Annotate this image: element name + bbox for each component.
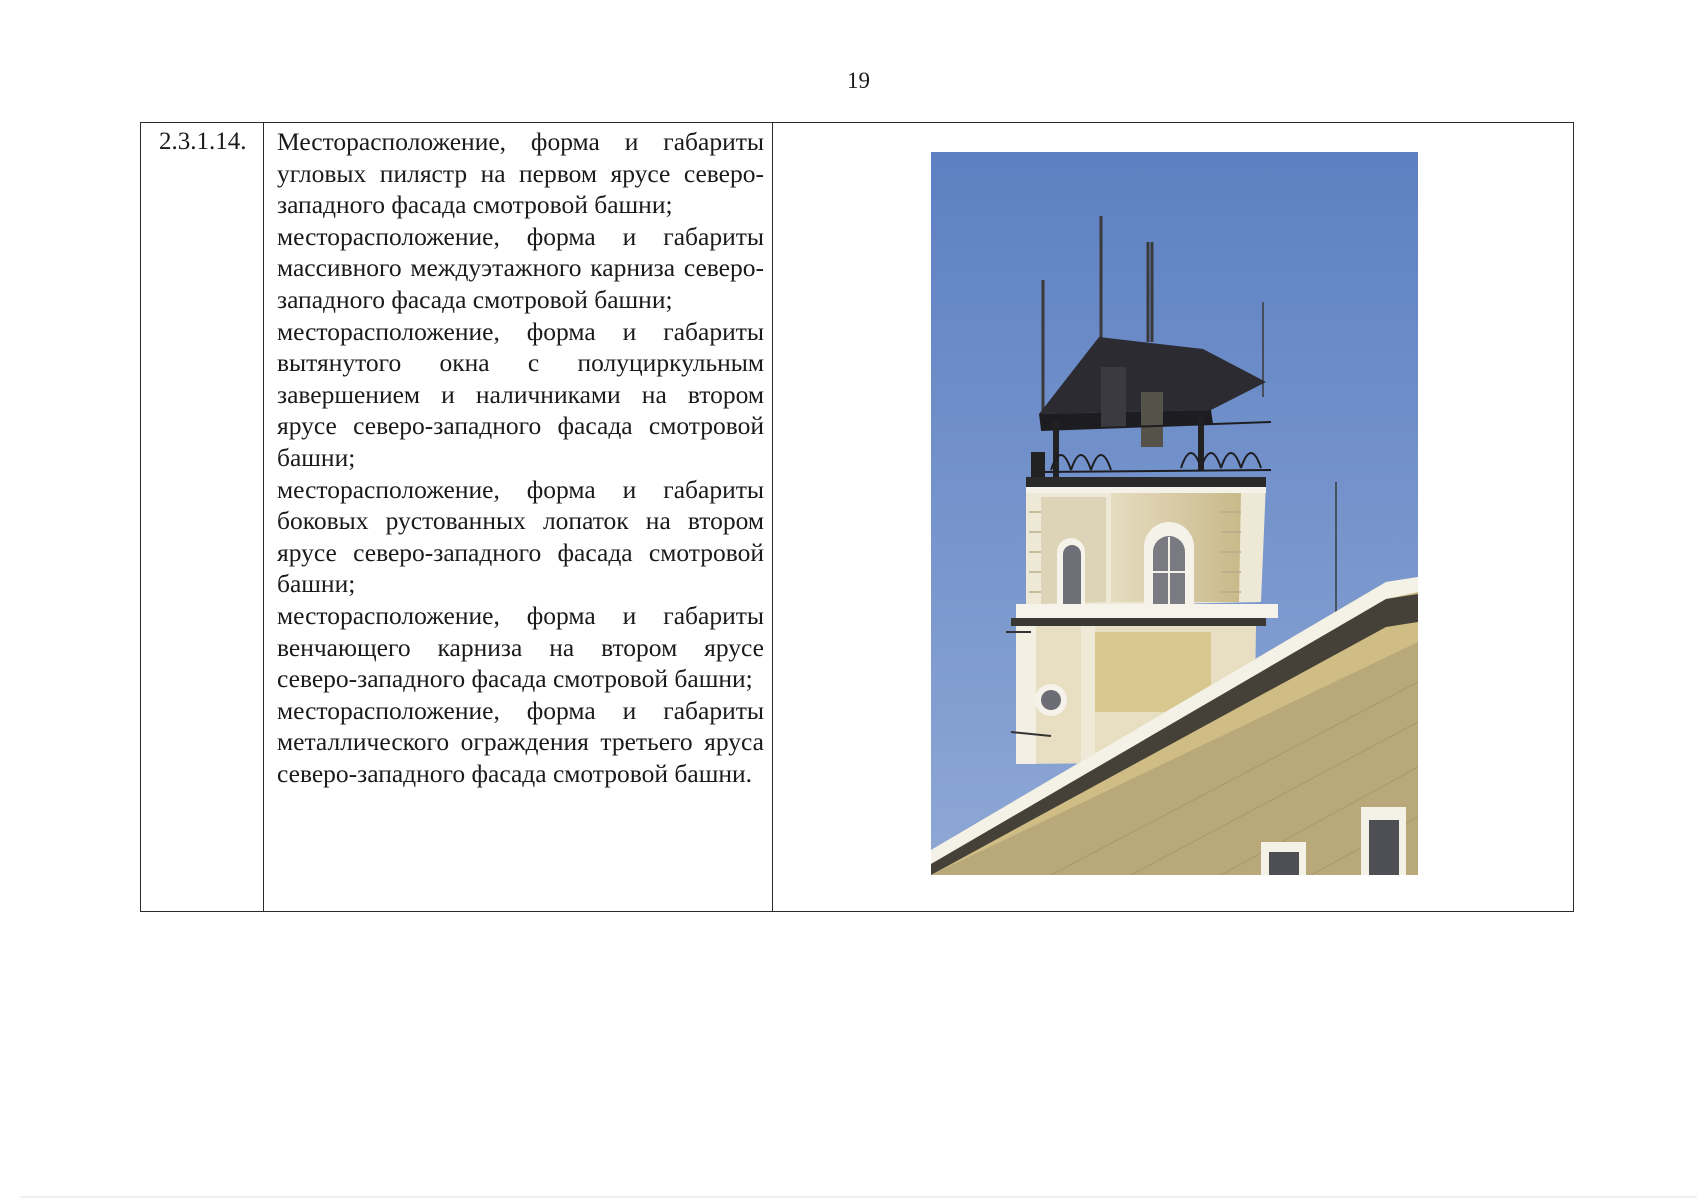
interstorey-cornice <box>1016 604 1278 618</box>
page-bottom-edge <box>20 1196 1697 1198</box>
table-row <box>141 123 1574 912</box>
heritage-features-table <box>140 122 1574 912</box>
section-number-cell <box>141 123 264 912</box>
feature-paragraph: Месторасположение, форма и габариты угловых пилястр на первом ярусе северо-западного фасада смотровой башни; <box>277 127 764 220</box>
description-cell <box>264 123 773 912</box>
feature-paragraph: месторасположение, форма и габариты боковых рустованных лопаток на втором ярусе северо-западного фасада смотровой башни; <box>277 474 764 599</box>
feature-paragraph: месторасположение, форма и габариты металлического ограждения третьего яруса северо-западного фасада смотровой башни. <box>277 695 764 788</box>
feature-description <box>264 123 772 797</box>
feature-paragraph: месторасположение, форма и габариты венчающего карниза на втором ярусе северо-западного фасада смотровой башни; <box>277 600 764 694</box>
crowning-cornice <box>1026 477 1266 487</box>
feature-paragraph: месторасположение, форма и габариты вытянутого окна с полуциркульным завершением и наличниками на втором ярусе северо-западного фасада смотровой башни; <box>277 316 764 472</box>
watchtower-photo <box>931 152 1418 875</box>
page-number: 19 <box>847 68 870 93</box>
section-number: 2.3.1.14. <box>159 128 247 155</box>
photo-cell <box>773 123 1574 912</box>
feature-paragraph: месторасположение, форма и габариты массивного междуэтажного карниза северо-западного фасада смотровой башни; <box>277 221 764 314</box>
